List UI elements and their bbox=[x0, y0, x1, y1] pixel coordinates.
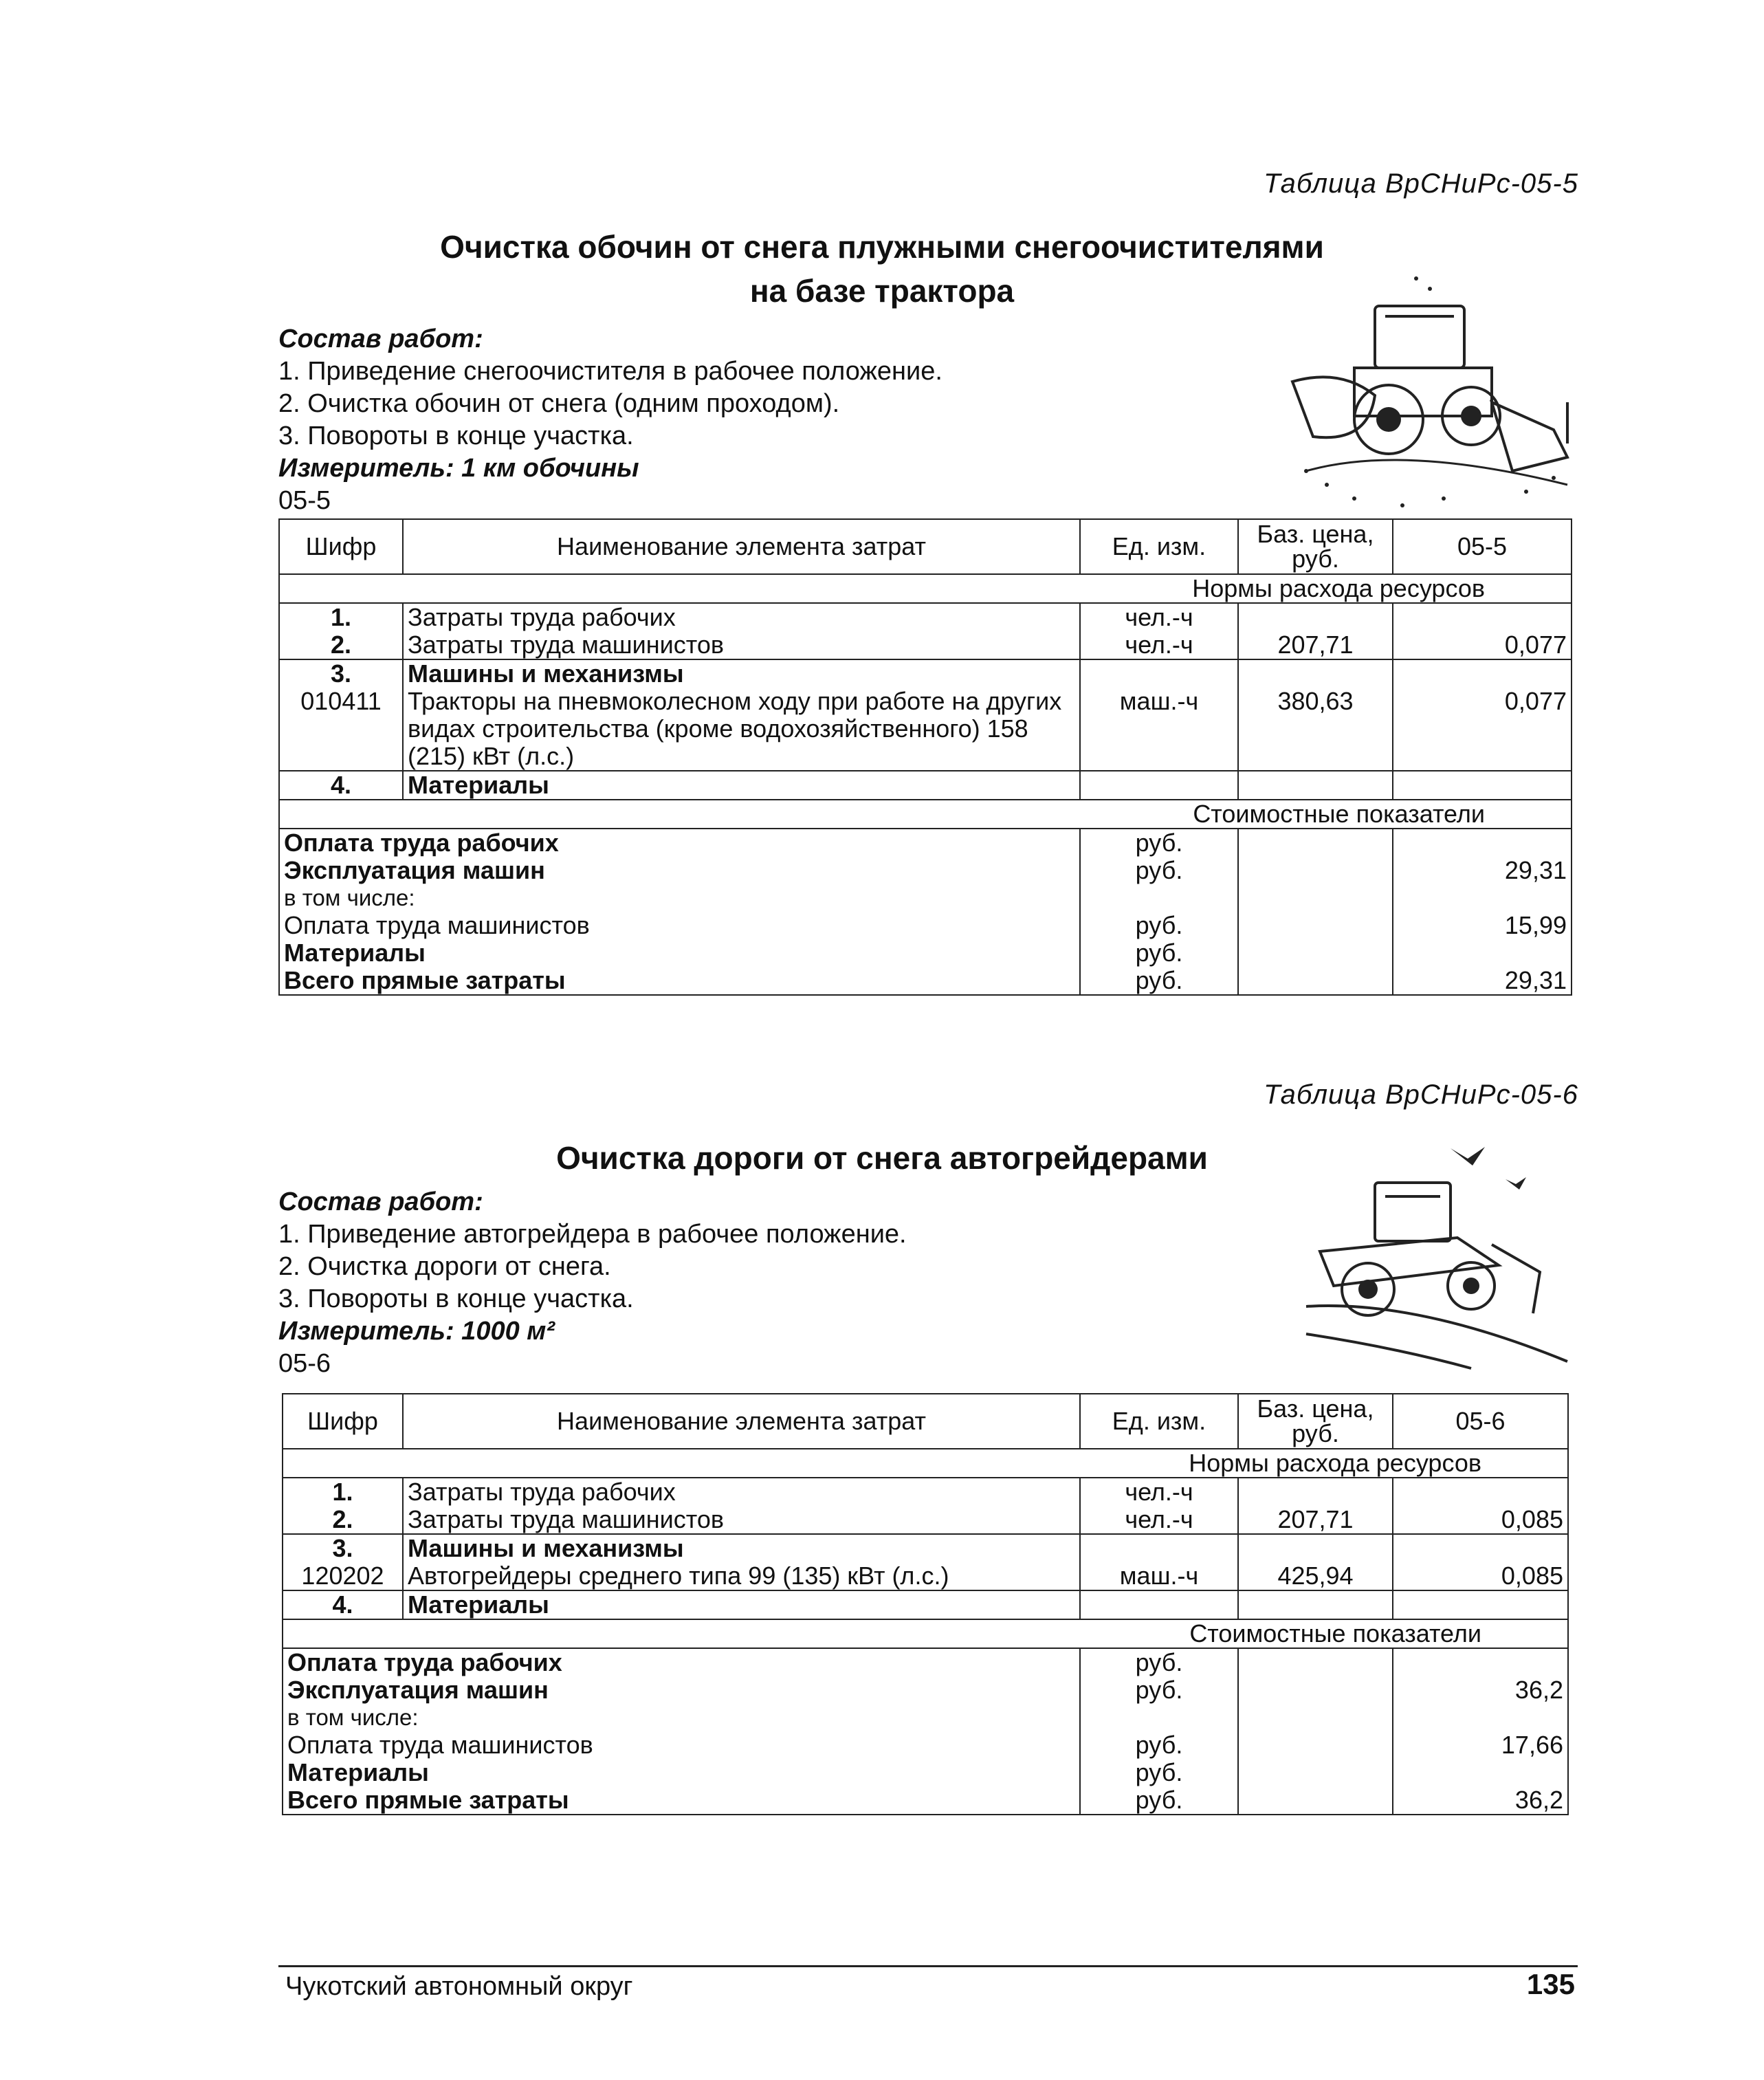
cost-row bbox=[279, 857, 1572, 884]
table-row bbox=[279, 631, 1572, 659]
cost-row bbox=[279, 967, 1572, 995]
table-row bbox=[283, 1506, 1568, 1534]
cost-value: 15,99 bbox=[1393, 912, 1572, 939]
table-header-row bbox=[283, 1394, 1568, 1449]
row-unit: чел.-ч bbox=[1080, 631, 1238, 659]
cost-value bbox=[1393, 884, 1572, 912]
table-row bbox=[279, 771, 1572, 800]
cost-row bbox=[283, 1731, 1568, 1759]
header-cell: Ед. изм. bbox=[1080, 1394, 1238, 1449]
cost-name: Оплата труда рабочих bbox=[283, 1648, 1080, 1676]
cost-row bbox=[279, 829, 1572, 857]
cost-unit: руб. bbox=[1080, 1676, 1238, 1704]
work-item: 1. Приведение снегоочистителя в рабочее положение. bbox=[278, 357, 942, 386]
row-name: Тракторы на пневмоколесном ходу при работе на других видах строительства (кроме водохозяйственного) 158 (215) кВт (л.с.) bbox=[403, 688, 1080, 771]
row-value: 0,085 bbox=[1393, 1562, 1568, 1590]
work-item: 3. Повороты в конце участка. bbox=[278, 1284, 634, 1313]
row-code: 2. bbox=[279, 631, 403, 659]
row-value bbox=[1393, 1534, 1568, 1562]
cost-name: Материалы bbox=[279, 939, 1080, 967]
title-line: Очистка обочин от снега плужными снегоочистителями bbox=[440, 229, 1324, 265]
cost-name: в том числе: bbox=[283, 1704, 1080, 1731]
row-price bbox=[1238, 659, 1393, 688]
cost-unit: руб. bbox=[1080, 857, 1238, 884]
row-code: 120202 bbox=[283, 1562, 403, 1590]
row-value bbox=[1393, 1590, 1568, 1619]
cost-unit: руб. bbox=[1080, 939, 1238, 967]
cost-name: Материалы bbox=[283, 1759, 1080, 1786]
band-row bbox=[283, 1619, 1568, 1648]
row-name: Материалы bbox=[403, 1590, 1080, 1619]
motor-grader-illustration bbox=[1292, 1135, 1581, 1382]
measure-unit: Измеритель: 1000 м² bbox=[278, 1317, 555, 1346]
work-list bbox=[278, 355, 942, 452]
cost-unit bbox=[1080, 1704, 1238, 1731]
work-item: 2. Очистка обочин от снега (одним проходом). bbox=[278, 389, 840, 418]
cost-unit: руб. bbox=[1080, 1759, 1238, 1786]
row-price bbox=[1238, 603, 1393, 631]
header-cell: 05-5 bbox=[1393, 519, 1572, 574]
rate-code: 05-5 bbox=[278, 486, 331, 515]
cost-row bbox=[283, 1676, 1568, 1704]
row-name: Затраты труда машинистов bbox=[403, 1506, 1080, 1534]
cost-name: Оплата труда машинистов bbox=[279, 912, 1080, 939]
header-cell: Баз. цена, руб. bbox=[1238, 1394, 1393, 1449]
row-unit: маш.-ч bbox=[1080, 688, 1238, 771]
table-row bbox=[283, 1478, 1568, 1506]
footer-divider bbox=[278, 1965, 1578, 1967]
table-label: Таблица ВрСНиРс-05-5 bbox=[1264, 168, 1578, 199]
cost-value: 17,66 bbox=[1393, 1731, 1568, 1759]
row-name: Машины и механизмы bbox=[403, 659, 1080, 688]
band-norms: Нормы расхода ресурсов bbox=[283, 1449, 1568, 1478]
work-item: 2. Очистка дороги от снега. bbox=[278, 1252, 611, 1281]
header-cell: Наименование элемента затрат bbox=[403, 1394, 1080, 1449]
norms-table-05-5 bbox=[278, 518, 1572, 996]
header-cell: 05-6 bbox=[1393, 1394, 1568, 1449]
cost-unit: руб. bbox=[1080, 1648, 1238, 1676]
row-value bbox=[1393, 603, 1572, 631]
row-value bbox=[1393, 771, 1572, 800]
cost-row bbox=[279, 912, 1572, 939]
row-value bbox=[1393, 1478, 1568, 1506]
row-value: 0,085 bbox=[1393, 1506, 1568, 1534]
band-norms: Нормы расхода ресурсов bbox=[279, 574, 1572, 603]
table-row bbox=[283, 1534, 1568, 1562]
table-row bbox=[283, 1562, 1568, 1590]
work-heading: Состав работ: bbox=[278, 1187, 483, 1216]
measure-unit: Измеритель: 1 км обочины bbox=[278, 454, 639, 483]
header-cell: Шифр bbox=[283, 1394, 403, 1449]
cost-value bbox=[1393, 939, 1572, 967]
cost-unit: руб. bbox=[1080, 967, 1238, 995]
table-row bbox=[279, 659, 1572, 688]
table-row bbox=[279, 603, 1572, 631]
cost-row bbox=[283, 1759, 1568, 1786]
footer-region: Чукотский автономный округ bbox=[285, 1972, 633, 2001]
row-price: 425,94 bbox=[1238, 1562, 1393, 1590]
row-price: 207,71 bbox=[1238, 631, 1393, 659]
work-item: 1. Приведение автогрейдера в рабочее положение. bbox=[278, 1220, 907, 1249]
cost-name: в том числе: bbox=[279, 884, 1080, 912]
row-code: 1. bbox=[279, 603, 403, 631]
band-row bbox=[279, 574, 1572, 603]
cost-name: Оплата труда машинистов bbox=[283, 1731, 1080, 1759]
cost-unit: руб. bbox=[1080, 1786, 1238, 1815]
rate-code: 05-6 bbox=[278, 1349, 331, 1378]
norms-table-05-6 bbox=[282, 1393, 1569, 1815]
header-cell: Наименование элемента затрат bbox=[403, 519, 1080, 574]
tractor-snowplow-illustration bbox=[1265, 265, 1588, 519]
row-code: 4. bbox=[279, 771, 403, 800]
table-row bbox=[279, 688, 1572, 771]
row-price: 380,63 bbox=[1238, 688, 1393, 771]
work-heading: Состав работ: bbox=[278, 325, 483, 353]
table-row bbox=[283, 1590, 1568, 1619]
cost-name: Эксплуатация машин bbox=[279, 857, 1080, 884]
row-unit: чел.-ч bbox=[1080, 1506, 1238, 1534]
row-value: 0,077 bbox=[1393, 688, 1572, 771]
row-name: Машины и механизмы bbox=[403, 1534, 1080, 1562]
cost-name: Всего прямые затраты bbox=[283, 1786, 1080, 1815]
cost-value bbox=[1393, 1648, 1568, 1676]
row-price bbox=[1238, 1590, 1393, 1619]
row-unit bbox=[1080, 771, 1238, 800]
table-header-row bbox=[279, 519, 1572, 574]
cost-row bbox=[283, 1704, 1568, 1731]
row-name: Затраты труда машинистов bbox=[403, 631, 1080, 659]
cost-name: Всего прямые затраты bbox=[279, 967, 1080, 995]
row-price bbox=[1238, 771, 1393, 800]
band-costs: Стоимостные показатели bbox=[279, 800, 1572, 829]
row-value: 0,077 bbox=[1393, 631, 1572, 659]
cost-name: Оплата труда рабочих bbox=[279, 829, 1080, 857]
work-list bbox=[278, 1218, 907, 1315]
row-price bbox=[1238, 1478, 1393, 1506]
cost-unit: руб. bbox=[1080, 1731, 1238, 1759]
cost-unit: руб. bbox=[1080, 912, 1238, 939]
row-name: Затраты труда рабочих bbox=[403, 1478, 1080, 1506]
work-composition bbox=[278, 1186, 907, 1380]
work-item: 3. Повороты в конце участка. bbox=[278, 422, 634, 450]
work-composition bbox=[278, 323, 942, 517]
cost-row bbox=[283, 1648, 1568, 1676]
title-line: Очистка дороги от снега автогрейдерами bbox=[556, 1140, 1208, 1176]
cost-value: 36,2 bbox=[1393, 1786, 1568, 1815]
row-value bbox=[1393, 659, 1572, 688]
cost-value bbox=[1393, 829, 1572, 857]
cost-row bbox=[279, 884, 1572, 912]
band-costs: Стоимостные показатели bbox=[283, 1619, 1568, 1648]
cost-unit: руб. bbox=[1080, 829, 1238, 857]
row-price: 207,71 bbox=[1238, 1506, 1393, 1534]
row-name: Материалы bbox=[403, 771, 1080, 800]
row-code: 1. bbox=[283, 1478, 403, 1506]
cost-value: 29,31 bbox=[1393, 857, 1572, 884]
row-code: 2. bbox=[283, 1506, 403, 1534]
row-unit: чел.-ч bbox=[1080, 603, 1238, 631]
cost-row bbox=[279, 939, 1572, 967]
row-name: Затраты труда рабочих bbox=[403, 603, 1080, 631]
row-code: 010411 bbox=[279, 688, 403, 771]
row-name: Автогрейдеры среднего типа 99 (135) кВт (л.с.) bbox=[403, 1562, 1080, 1590]
row-unit: чел.-ч bbox=[1080, 1478, 1238, 1506]
header-cell: Баз. цена, руб. bbox=[1238, 519, 1393, 574]
row-code: 3. bbox=[283, 1534, 403, 1562]
header-cell: Ед. изм. bbox=[1080, 519, 1238, 574]
cost-unit bbox=[1080, 884, 1238, 912]
cost-value bbox=[1393, 1759, 1568, 1786]
cost-value: 36,2 bbox=[1393, 1676, 1568, 1704]
title-line: на базе трактора bbox=[749, 273, 1015, 309]
cost-value bbox=[1393, 1704, 1568, 1731]
cost-name: Эксплуатация машин bbox=[283, 1676, 1080, 1704]
row-unit: маш.-ч bbox=[1080, 1562, 1238, 1590]
row-price bbox=[1238, 1534, 1393, 1562]
cost-row bbox=[283, 1786, 1568, 1815]
row-unit bbox=[1080, 1590, 1238, 1619]
band-row bbox=[279, 800, 1572, 829]
header-cell: Шифр bbox=[279, 519, 403, 574]
band-row bbox=[283, 1449, 1568, 1478]
row-code: 3. bbox=[279, 659, 403, 688]
row-unit bbox=[1080, 1534, 1238, 1562]
row-unit bbox=[1080, 659, 1238, 688]
cost-value: 29,31 bbox=[1393, 967, 1572, 995]
row-code: 4. bbox=[283, 1590, 403, 1619]
table-label: Таблица ВрСНиРс-05-6 bbox=[1264, 1080, 1578, 1110]
page-number: 135 bbox=[1526, 1968, 1575, 2000]
